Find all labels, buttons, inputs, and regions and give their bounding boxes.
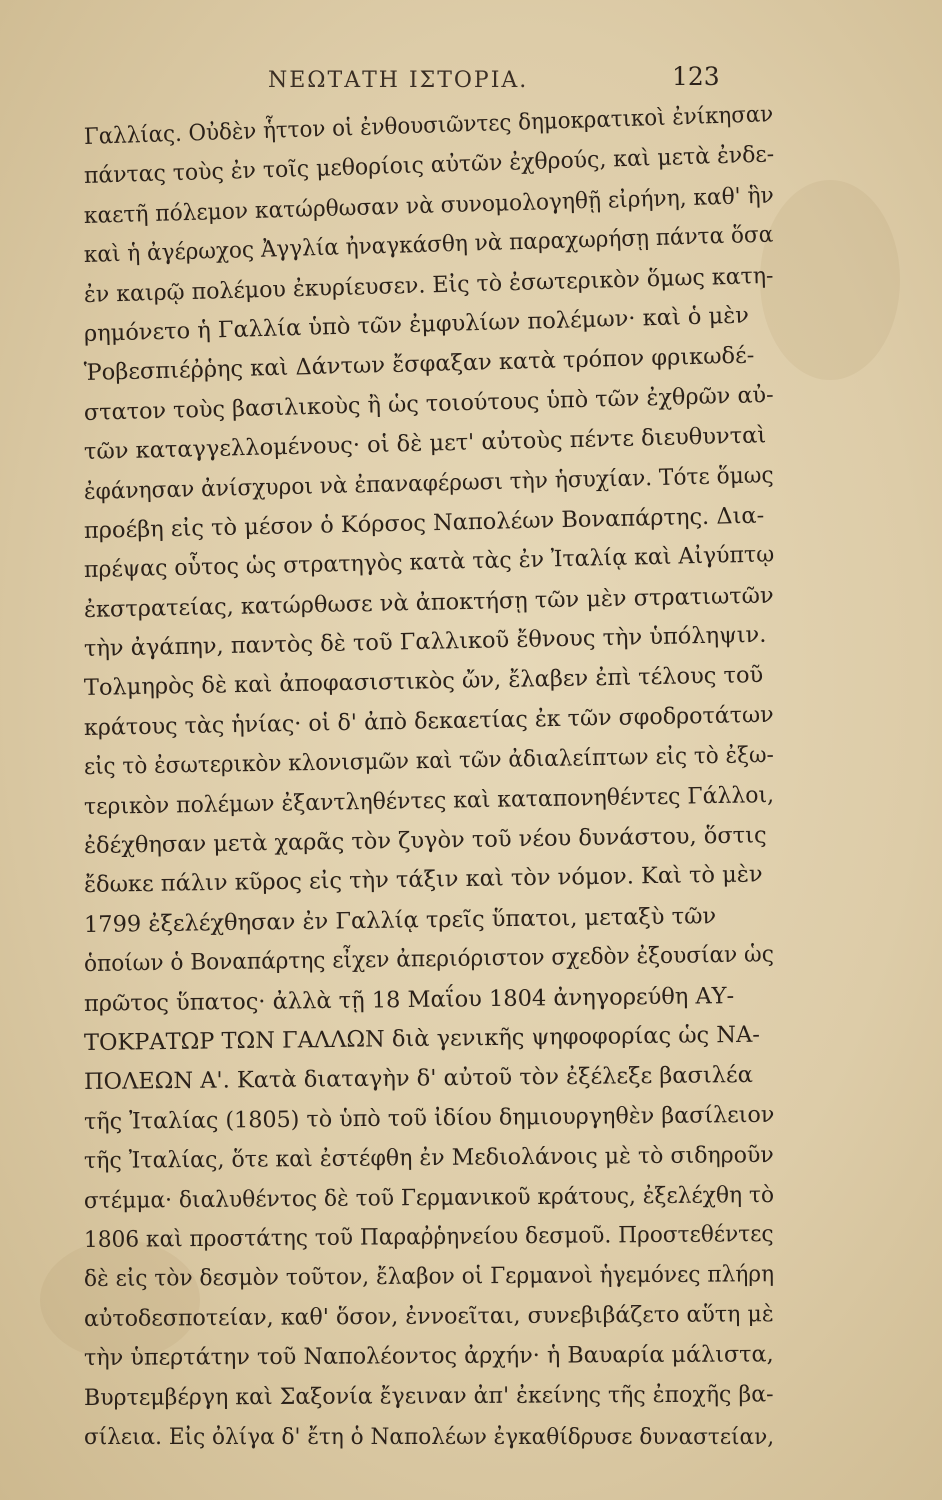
body-text bbox=[83, 101, 775, 1457]
text-line: ρημόνετο ἡ Γαλλία ὑπὸ τῶν ἐμφυλίων πολέμων· καὶ ὁ μὲν bbox=[83, 302, 750, 347]
text-line: Βυρτεμβέργη καὶ Σαξονία ἔγειναν ἀπ' ἐκείνης τῆς ἐποχῆς βα- bbox=[83, 1380, 774, 1411]
text-line: ἐκστρατείας, κατώρθωσε νὰ ἀποκτήσῃ τῶν μὲν στρατιωτῶν bbox=[83, 582, 774, 623]
text-line: καετῆ πόλεμον κατώρθωσαν νὰ συνομολογηθῇ εἰρήνη, καθ' ἣν bbox=[83, 182, 775, 229]
text-line: Ῥοβεσπιέῤῥης καὶ Δάντων ἔσφαξαν κατὰ τρόπον φρικωδέ- bbox=[83, 342, 755, 387]
text-line: εἰς τὸ ἐσωτερικὸν κλονισμῶν καὶ τῶν ἀδιαλείπτων εἰς τὸ ἐξω- bbox=[83, 742, 774, 781]
text-line: αὐτοδεσποτείαν, καθ' ὅσον, ἐννοεῖται, συνεβιβάζετο αὕτη μὲ bbox=[83, 1300, 774, 1332]
text-line: σίλεια. Εἰς ὀλίγα δ' ἔτη ὁ Ναπολέων ἐγκαθίδρυσε δυναστείαν, bbox=[84, 1423, 775, 1450]
text-line: 1799 ἐξελέχθησαν ἐν Γαλλίᾳ τρεῖς ὕπατοι, μεταξὺ τῶν bbox=[83, 902, 717, 938]
text-line: στέμμα· διαλυθέντος δὲ τοῦ Γερμανικοῦ κράτους, ἐξελέχθη τὸ bbox=[83, 1181, 775, 1214]
text-line: κράτους τὰς ἡνίας· οἱ δ' ἀπὸ δεκαετίας ἐκ τῶν σφοδροτάτων bbox=[83, 701, 774, 741]
text-line: τερικὸν πολέμων ἐξαντληθέντες καὶ καταπονηθέντες Γάλλοι, bbox=[83, 781, 775, 820]
text-line: πρῶτος ὕπατος· ἀλλὰ τῇ 18 Μαΐου 1804 ἀνηγορεύθη ΑΥ- bbox=[83, 982, 735, 1017]
text-line: τὴν ἀγάπην, παντὸς δὲ τοῦ Γαλλικοῦ ἔθνους τὴν ὑπόληψιν. bbox=[83, 621, 767, 663]
text-line: προέβη εἰς τὸ μέσον ὁ Κόρσος Ναπολέων Βοναπάρτης. Δια- bbox=[83, 502, 765, 544]
text-line: Γαλλίας. Οὐδὲν ἧττον οἱ ἐνθουσιῶντες δημοκρατικοὶ ἐνίκησαν bbox=[83, 101, 774, 150]
page-number: 123 bbox=[672, 62, 720, 91]
text-line: ΠΟΛΕΩΝ Α'. Κατὰ διαταγὴν δ' αὐτοῦ τὸν ἐξέλεξε βασιλέα bbox=[83, 1062, 753, 1096]
running-title: ΝΕΩΤΑΤΗ ΙΣΤΟΡΙΑ. bbox=[268, 68, 529, 93]
paper-stain bbox=[760, 180, 900, 380]
text-line: τῆς Ἰταλίας (1805) τὸ ὑπὸ τοῦ ἰδίου δημιουργηθὲν βασίλειον bbox=[83, 1101, 775, 1135]
text-line: καὶ ἡ ἀγέρωχος Ἀγγλία ἠναγκάσθη νὰ παραχωρήσῃ πάντα ὅσα bbox=[83, 221, 774, 269]
page-header bbox=[0, 62, 942, 102]
text-line: τὴν ὑπερτάτην τοῦ Ναπολέοντος ἀρχήν· ἡ Βαυαρία μάλιστα, bbox=[83, 1341, 774, 1372]
text-line: Τολμηρὸς δὲ καὶ ἀποφασιστικὸς ὤν, ἔλαβεν ἐπὶ τέλους τοῦ bbox=[83, 662, 764, 702]
text-line: ΤΟΚΡΑΤΩΡ ΤΩΝ ΓΑΛΛΩΝ διὰ γενικῆς ψηφοφορίας ὡς ΝΑ- bbox=[83, 1021, 761, 1056]
text-line: πρέψας οὗτος ὡς στρατηγὸς κατὰ τὰς ἐν Ἰταλίᾳ καὶ Αἰγύπτῳ bbox=[83, 541, 775, 584]
text-line: ἐφάνησαν ἀνίσχυροι νὰ ἐπαναφέρωσι τὴν ἡσυχίαν. Τότε ὅμως bbox=[83, 461, 774, 505]
text-line: ἔδωκε πάλιν κῦρος εἰς τὴν τάξιν καὶ τὸν νόμον. Καὶ τὸ μὲν bbox=[83, 861, 763, 899]
text-line: ὁποίων ὁ Βοναπάρτης εἶχεν ἀπεριόριστον σχεδὸν ἐξουσίαν ὡς bbox=[83, 941, 775, 978]
text-line: τῆς Ἰταλίας, ὅτε καὶ ἐστέφθη ἐν Μεδιολάνοις μὲ τὸ σιδηροῦν bbox=[83, 1142, 774, 1175]
text-line: ἐδέχθησαν μετὰ χαρᾶς τὸν ζυγὸν τοῦ νέου δυνάστου, ὅστις bbox=[83, 822, 767, 860]
text-line: 1806 καὶ προστάτης τοῦ Παραῤῥηνείου δεσμοῦ. Προστεθέντες bbox=[83, 1220, 774, 1253]
text-line: ἐν καιρῷ πολέμου ἐκυρίευσεν. Εἰς τὸ ἐσωτερικὸν ὅμως κατη- bbox=[83, 262, 774, 308]
text-line: δὲ εἰς τὸν δεσμὸν τοῦτον, ἔλαβον οἱ Γερμανοὶ ἡγεμόνες πλήρη bbox=[83, 1261, 775, 1293]
text-line: στατον τοὺς βασιλικοὺς ἢ ὡς τοιούτους ὑπὸ τῶν ἐχθρῶν αὐ- bbox=[83, 381, 774, 426]
text-line: πάντας τοὺς ἐν τοῖς μεθορίοις αὐτῶν ἐχθρούς, καὶ μετὰ ἐνδε- bbox=[83, 141, 775, 190]
text-line: τῶν καταγγελλομένους· οἱ δὲ μετ' αὐτοὺς πέντε διευθυνταὶ bbox=[83, 422, 767, 466]
